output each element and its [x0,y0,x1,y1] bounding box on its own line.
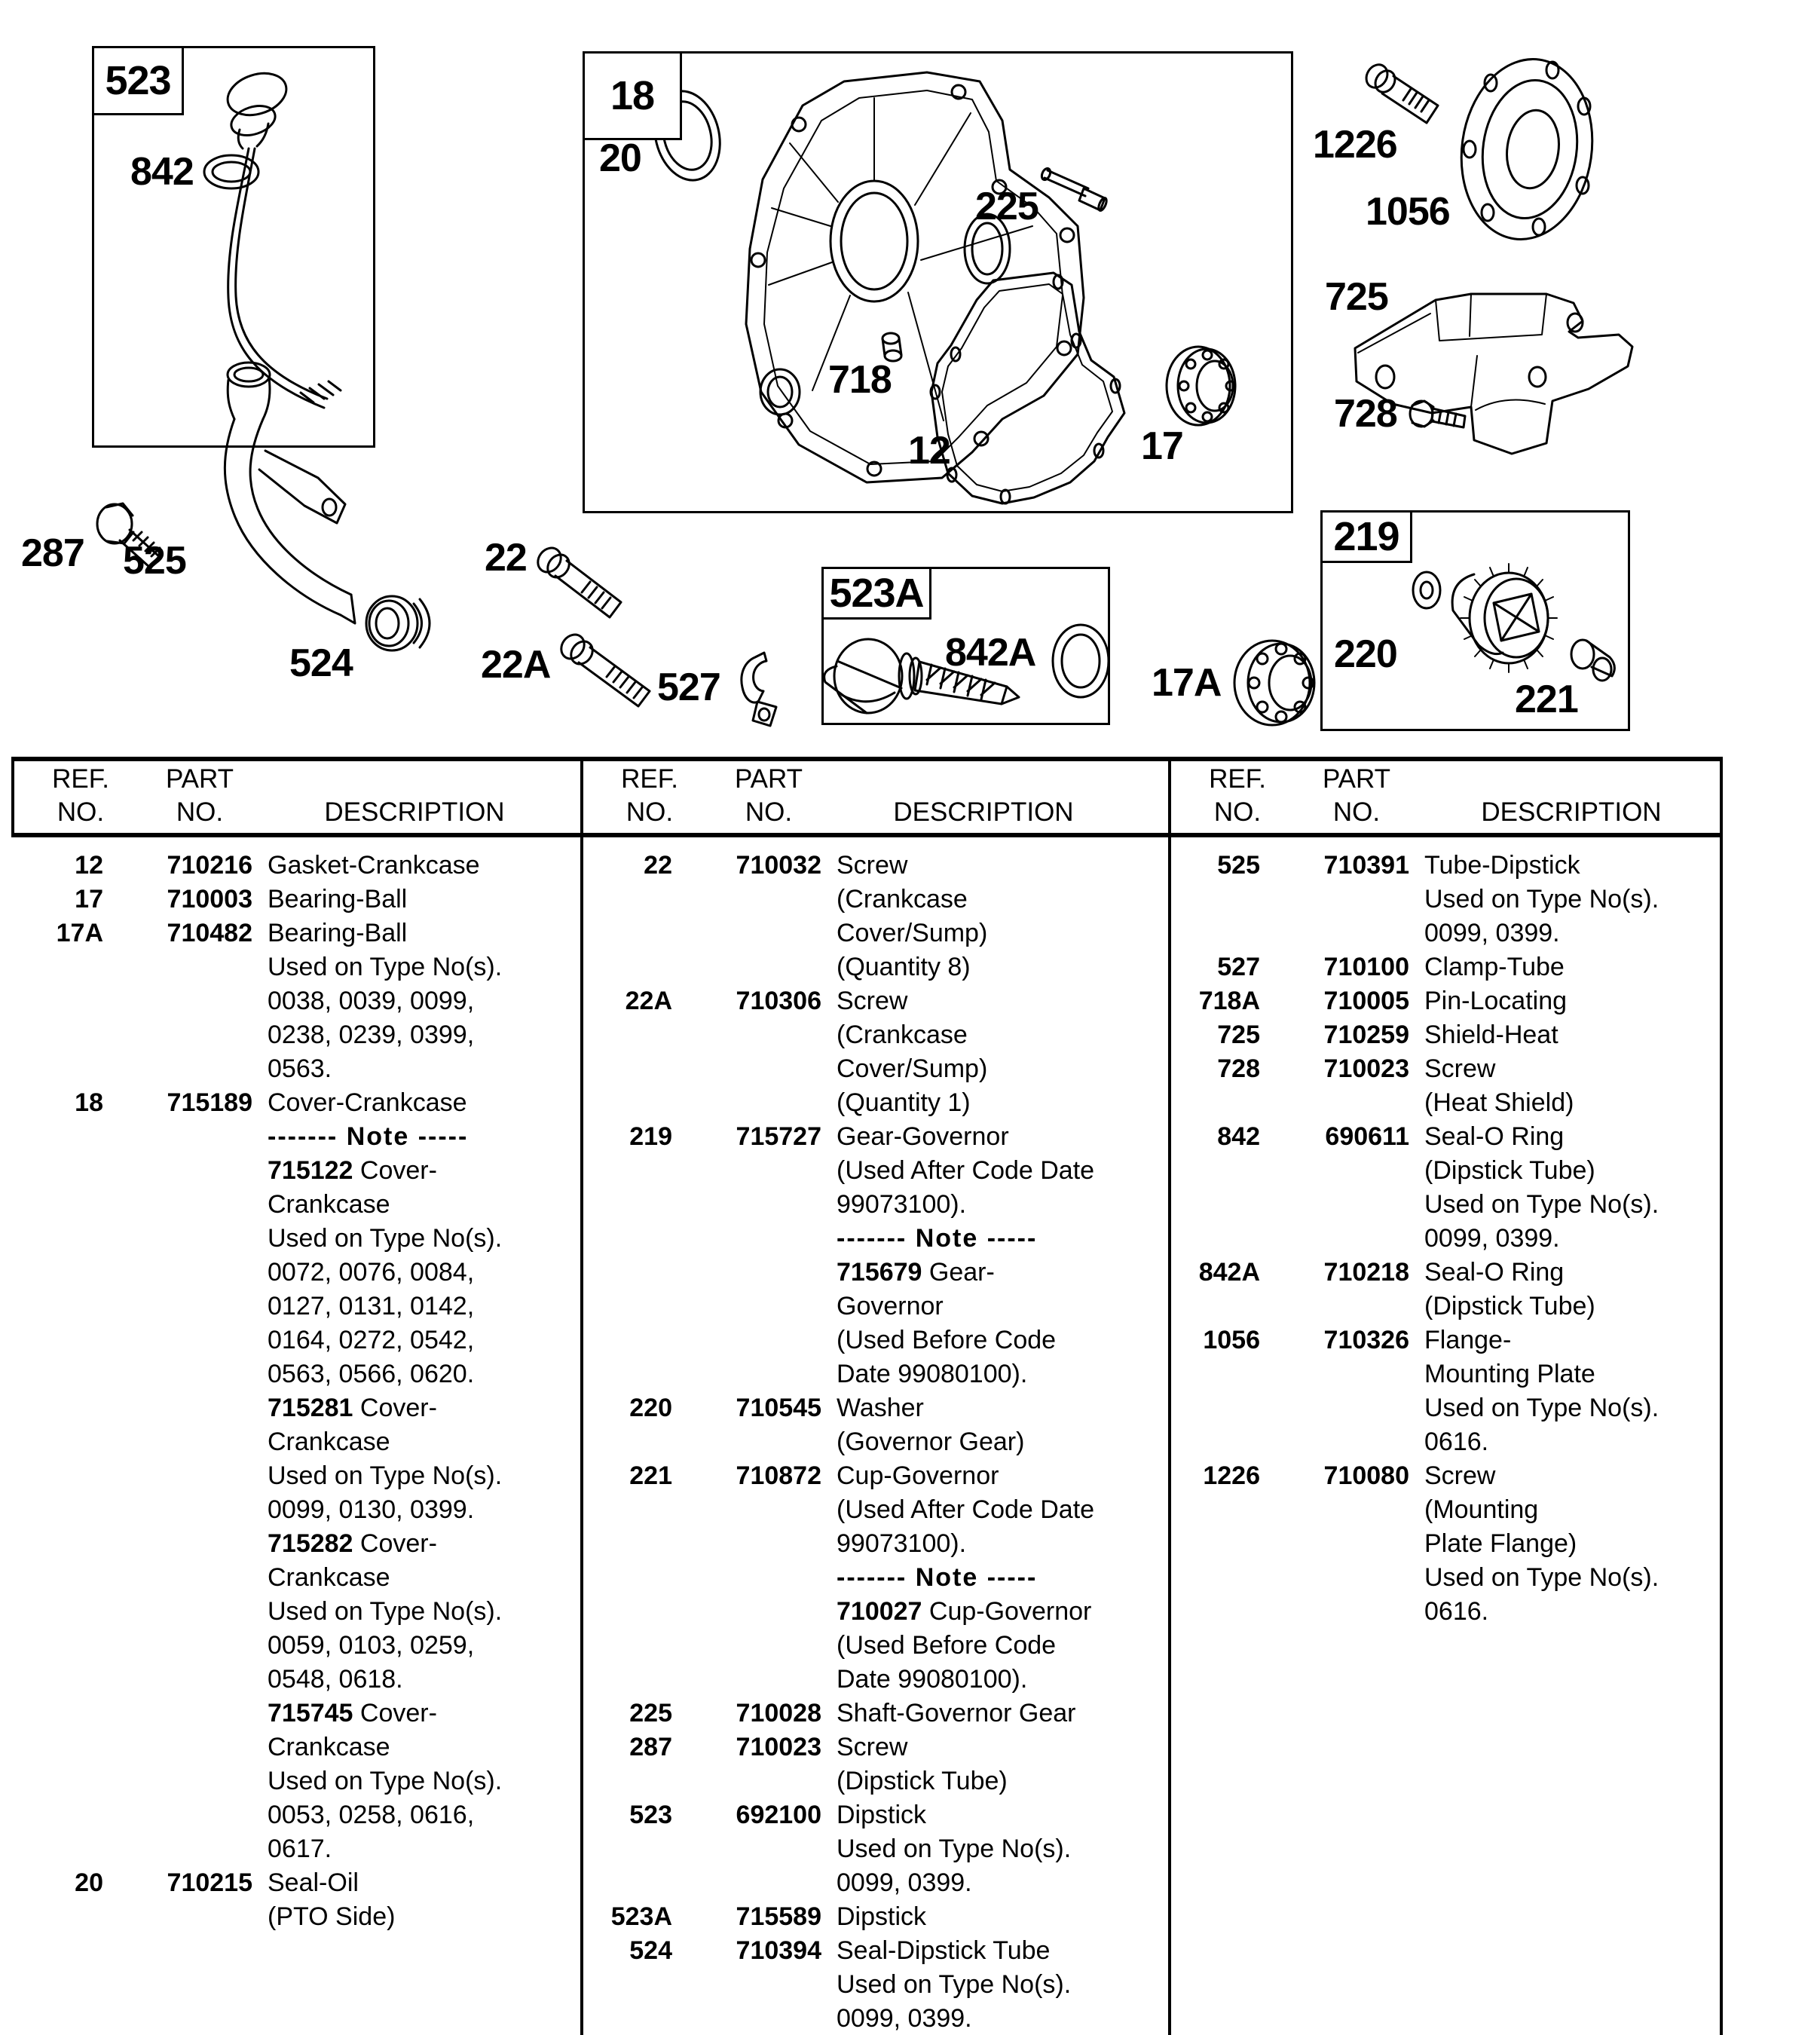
table-row [580,1629,1168,1663]
description-cell: Crankcase [268,1563,390,1592]
col3-ref-header-2: NO. [1213,797,1262,827]
bolt-22A-drawing [557,630,650,706]
description-cell: (Used After Code Date [837,1156,1095,1185]
table-row [580,1018,1168,1052]
part-no-cell: 710100 [1323,953,1409,981]
callout-20: 20 [599,136,641,180]
part-no-cell: 715589 [736,1902,821,1931]
description-cell: 0617. [268,1835,332,1863]
callout-220: 220 [1334,632,1397,676]
col1-part-header: PART [165,764,234,794]
description-cell: Governor [837,1292,944,1320]
description-cell: 0616. [1424,1428,1489,1456]
table-row [11,1290,580,1324]
table-row [11,1764,580,1798]
part-no-cell: 710545 [736,1394,821,1422]
table-row [580,1968,1168,2002]
callout-725: 725 [1325,275,1388,319]
table-row [580,1324,1168,1357]
table-row [11,883,580,917]
description-cell: 0099, 0399. [837,1868,972,1897]
table-row [580,1527,1168,1561]
ref-no-cell: 725 [1217,1021,1260,1049]
table-row [1168,1018,1721,1052]
table-row [1168,950,1721,984]
description-cell: 715679 Gear- [837,1258,995,1287]
table-row [1168,1256,1721,1290]
box-18-label: 18 [583,51,682,140]
col2-ref-header: REF. [621,764,678,794]
ref-no-cell: 842 [1217,1122,1260,1151]
description-cell: (Dipstick Tube) [837,1767,1008,1795]
part-no-cell: 710023 [736,1733,821,1761]
table-top-rule [11,757,1723,761]
table-row [11,1527,580,1561]
description-cell: 710027 Cup-Governor [837,1597,1092,1626]
box-219-label: 219 [1320,510,1412,563]
description-cell: Screw [837,851,908,880]
part-no-cell: 692100 [736,1801,821,1829]
description-cell: Date 99080100). [837,1360,1028,1388]
table-row [580,1120,1168,1154]
table-row [580,1357,1168,1391]
ref-no-cell: 17A [56,919,103,947]
description-cell: 0099, 0399. [1424,1224,1560,1253]
part-no-cell: 710872 [736,1461,821,1490]
table-row [11,1900,580,1934]
table-row [1168,984,1721,1018]
box-523A-label: 523A [821,567,931,620]
table-row [580,1764,1168,1798]
description-cell: (Used Before Code [837,1631,1057,1660]
note-divider: ------- Note ----- [837,1563,1038,1592]
description-cell: Seal-O Ring [1424,1258,1565,1287]
table-row [11,950,580,984]
ref-no-cell: 525 [1217,851,1260,880]
table-row [11,1391,580,1425]
description-cell: (Used After Code Date [837,1495,1095,1524]
table-row [11,1357,580,1391]
description-cell: Screw [837,1733,908,1761]
part-no-cell: 710023 [1323,1054,1409,1083]
callout-22A: 22A [481,643,551,687]
description-cell: Date 99080100). [837,1665,1028,1694]
description-cell: Shield-Heat [1424,1021,1558,1049]
table-row [11,1222,580,1256]
table-row [11,1086,580,1120]
clamp-527-drawing [742,653,776,726]
description-cell: Crankcase [268,1428,390,1456]
description-cell: (PTO Side) [268,1902,396,1931]
col1-description-header: DESCRIPTION [324,797,505,827]
description-cell: Seal-Dipstick Tube [837,1936,1051,1965]
description-cell: 0038, 0039, 0099, [268,987,475,1015]
callout-527: 527 [657,666,720,709]
description-cell: Used on Type No(s). [1424,1190,1659,1219]
ref-no-cell: 225 [629,1699,672,1727]
col3-part-header: PART [1322,764,1391,794]
table-row [1168,1595,1721,1629]
table-row [580,1459,1168,1493]
table-row [1168,1459,1721,1493]
part-no-cell: 710391 [1323,851,1409,880]
description-cell: 0127, 0131, 0142, [268,1292,475,1320]
table-row [1168,1222,1721,1256]
callout-17: 17 [1141,424,1183,468]
description-cell: Pin-Locating [1424,987,1568,1015]
table-row [11,1459,580,1493]
table-row [11,1052,580,1086]
ref-no-cell: 12 [75,851,103,880]
callout-728: 728 [1334,392,1397,436]
table-row [580,950,1168,984]
description-cell: Washer [837,1394,924,1422]
description-cell: 0563. [268,1054,332,1083]
callout-842A: 842A [945,631,1036,675]
note-divider: ------- Note ----- [268,1122,469,1151]
description-cell: Flange- [1424,1326,1512,1354]
ref-no-cell: 18 [75,1088,103,1117]
table-row [580,1731,1168,1764]
callout-17A: 17A [1152,661,1222,705]
table-row [1168,917,1721,950]
description-cell: Screw [1424,1054,1496,1083]
table-row [11,1425,580,1459]
table-row [1168,1188,1721,1222]
part-no-cell: 715727 [736,1122,821,1151]
table-row [580,2002,1168,2035]
table-row [580,1222,1168,1256]
ref-no-cell: 527 [1217,953,1260,981]
description-cell: Used on Type No(s). [268,1597,503,1626]
description-cell: Screw [837,987,908,1015]
table-row [580,883,1168,917]
description-cell: 0563, 0566, 0620. [268,1360,475,1388]
table-row [1168,1324,1721,1357]
part-no-cell: 710080 [1323,1461,1409,1490]
description-cell: 715282 Cover- [268,1529,437,1558]
table-row [580,1086,1168,1120]
table-header-rule [11,833,1723,837]
description-cell: 0059, 0103, 0259, [268,1631,475,1660]
parts-column-3 [1168,849,1721,1629]
callout-225: 225 [975,185,1038,228]
description-cell: Used on Type No(s). [268,953,503,981]
parts-column-1 [11,849,580,1934]
part-no-cell: 710003 [167,885,252,913]
description-cell: (Crankcase [837,885,968,913]
table-row [11,1324,580,1357]
table-row [1168,883,1721,917]
table-row [11,1018,580,1052]
bearing-17A-drawing [1234,641,1314,725]
description-cell: Used on Type No(s). [1424,885,1659,913]
ref-no-cell: 221 [629,1461,672,1490]
mounting-flange-1056-drawing [1450,50,1604,248]
description-cell: Used on Type No(s). [837,1970,1072,1999]
description-cell: Used on Type No(s). [837,1835,1072,1863]
table-row [580,1425,1168,1459]
table-row [1168,1154,1721,1188]
callout-718: 718 [828,358,892,402]
callout-524: 524 [289,641,353,685]
table-row [580,1391,1168,1425]
part-no-cell: 710215 [167,1868,252,1897]
description-cell: Clamp-Tube [1424,953,1565,981]
callout-1056: 1056 [1366,190,1450,234]
bolt-22-drawing [534,543,621,617]
table-row [11,1561,580,1595]
col3-ref-header: REF. [1209,764,1266,794]
description-cell: Cover/Sump) [837,919,988,947]
col3-description-header: DESCRIPTION [1481,797,1662,827]
table-row [1168,1493,1721,1527]
ref-no-cell: 22 [644,851,672,880]
description-cell: Plate Flange) [1424,1529,1577,1558]
table-row [11,1493,580,1527]
description-cell: Cover-Crankcase [268,1088,467,1117]
description-cell: 0053, 0258, 0616, [268,1801,475,1829]
description-cell: (Heat Shield) [1424,1088,1574,1117]
callout-221: 221 [1515,678,1578,721]
description-cell: 0238, 0239, 0399, [268,1021,475,1049]
table-row [580,917,1168,950]
table-row [11,1697,580,1731]
table-row [11,917,580,950]
ref-no-cell: 524 [629,1936,672,1965]
parts-column-2 [580,849,1168,2035]
seal-524-drawing [366,596,430,650]
description-cell: 0099, 0399. [837,2004,972,2033]
description-cell: Crankcase [268,1733,390,1761]
description-cell: Dipstick [837,1902,927,1931]
col1-part-header-2: NO. [176,797,224,827]
callout-1226: 1226 [1313,123,1397,167]
part-no-cell: 715189 [167,1088,252,1117]
table-row [11,1154,580,1188]
description-cell: Gear-Governor [837,1122,1009,1151]
table-row [580,1798,1168,1832]
table-row [11,1798,580,1832]
part-no-cell: 710326 [1323,1326,1409,1354]
table-row [580,1832,1168,1866]
description-cell: Used on Type No(s). [1424,1394,1659,1422]
part-no-cell: 710032 [736,851,821,880]
callout-287: 287 [21,531,84,575]
ref-no-cell: 219 [629,1122,672,1151]
part-no-cell: 710216 [167,851,252,880]
description-cell: 0616. [1424,1597,1489,1626]
description-cell: Used on Type No(s). [268,1224,503,1253]
part-no-cell: 690611 [1325,1122,1409,1151]
ref-no-cell: 523 [629,1801,672,1829]
box-523 [92,46,375,448]
description-cell: Screw [1424,1461,1496,1490]
description-cell: Seal-Oil [268,1868,359,1897]
note-divider: ------- Note ----- [837,1224,1038,1253]
description-cell: (Dipstick Tube) [1424,1292,1595,1320]
description-cell: Gasket-Crankcase [268,851,480,880]
description-cell: 715745 Cover- [268,1699,437,1727]
table-row [11,1731,580,1764]
table-row [580,1493,1168,1527]
table-row [580,1697,1168,1731]
table-row [11,849,580,883]
description-cell: 715122 Cover- [268,1156,437,1185]
table-row [1168,1561,1721,1595]
ref-no-cell: 20 [75,1868,103,1897]
description-cell: Cover/Sump) [837,1054,988,1083]
description-cell: Cup-Governor [837,1461,999,1490]
ref-no-cell: 22A [625,987,672,1015]
table-row [580,1934,1168,1968]
table-row [1168,849,1721,883]
callout-525: 525 [123,539,186,583]
description-cell: (Dipstick Tube) [1424,1156,1595,1185]
part-no-cell: 710005 [1323,987,1409,1015]
box-523-label: 523 [92,46,184,115]
table-row [580,1256,1168,1290]
description-cell: Bearing-Ball [268,885,408,913]
description-cell: 0548, 0618. [268,1665,403,1694]
description-cell: 715281 Cover- [268,1394,437,1422]
description-cell: (Used Before Code [837,1326,1057,1354]
table-row [580,1663,1168,1697]
ref-no-cell: 718A [1198,987,1260,1015]
table-row [580,1188,1168,1222]
table-row [1168,1425,1721,1459]
ref-no-cell: 287 [629,1733,672,1761]
callout-12: 12 [908,429,950,473]
col2-ref-header-2: NO. [626,797,674,827]
table-row [11,1663,580,1697]
description-cell: (Quantity 1) [837,1088,971,1117]
part-no-cell: 710028 [736,1699,821,1727]
part-no-cell: 710259 [1323,1021,1409,1049]
part-no-cell: 710218 [1323,1258,1409,1287]
description-cell: 99073100). [837,1190,967,1219]
description-cell: Bearing-Ball [268,919,408,947]
table-row [580,1052,1168,1086]
table-row [580,1900,1168,1934]
table-row [580,1290,1168,1324]
description-cell: Crankcase [268,1190,390,1219]
table-row [11,1120,580,1154]
col2-description-header: DESCRIPTION [893,797,1074,827]
description-cell: 0099, 0399. [1424,919,1560,947]
ref-no-cell: 842A [1198,1258,1260,1287]
description-cell: 0099, 0130, 0399. [268,1495,475,1524]
col2-part-header-2: NO. [745,797,793,827]
description-cell: 0164, 0272, 0542, [268,1326,475,1354]
table-row [1168,1120,1721,1154]
description-cell: Used on Type No(s). [268,1767,503,1795]
table-row [11,1832,580,1866]
description-cell: Tube-Dipstick [1424,851,1580,880]
table-row [580,1154,1168,1188]
description-cell: Seal-O Ring [1424,1122,1565,1151]
table-row [580,1595,1168,1629]
part-no-cell: 710306 [736,987,821,1015]
ref-no-cell: 220 [629,1394,672,1422]
description-cell: (Quantity 8) [837,953,971,981]
table-row [1168,1086,1721,1120]
ref-no-cell: 523A [610,1902,672,1931]
ref-no-cell: 17 [75,885,103,913]
part-no-cell: 710482 [167,919,252,947]
table-left-border [11,757,14,837]
table-row [580,1866,1168,1900]
table-row [1168,1391,1721,1425]
ref-no-cell: 728 [1217,1054,1260,1083]
table-row [11,1629,580,1663]
table-row [11,984,580,1018]
part-no-cell: 710394 [736,1936,821,1965]
description-cell: 0072, 0076, 0084, [268,1258,475,1287]
box-219 [1320,510,1630,731]
table-row [580,849,1168,883]
col1-ref-header: REF. [52,764,109,794]
col3-part-header-2: NO. [1332,797,1381,827]
table-row [1168,1052,1721,1086]
table-row [11,1595,580,1629]
description-cell: Mounting Plate [1424,1360,1595,1388]
ref-no-cell: 1226 [1203,1461,1260,1490]
description-cell: (Crankcase [837,1021,968,1049]
screw-728-drawing [1410,401,1465,427]
description-cell: Used on Type No(s). [268,1461,503,1490]
table-row [11,1866,580,1900]
table-row [1168,1357,1721,1391]
table-row [580,1561,1168,1595]
ref-no-cell: 1056 [1203,1326,1260,1354]
description-cell: (Governor Gear) [837,1428,1025,1456]
table-row [11,1188,580,1222]
table-row [580,984,1168,1018]
description-cell: Dipstick [837,1801,927,1829]
table-row [11,1256,580,1290]
col2-part-header: PART [734,764,803,794]
callout-842: 842 [130,150,194,194]
col1-ref-header-2: NO. [57,797,105,827]
table-row [1168,1527,1721,1561]
description-cell: Shaft-Governor Gear [837,1699,1076,1727]
description-cell: 99073100). [837,1529,967,1558]
description-cell: Used on Type No(s). [1424,1563,1659,1592]
bolt-1226-drawing [1362,61,1438,123]
table-row [1168,1290,1721,1324]
callout-22: 22 [485,536,527,580]
description-cell: (Mounting [1424,1495,1539,1524]
